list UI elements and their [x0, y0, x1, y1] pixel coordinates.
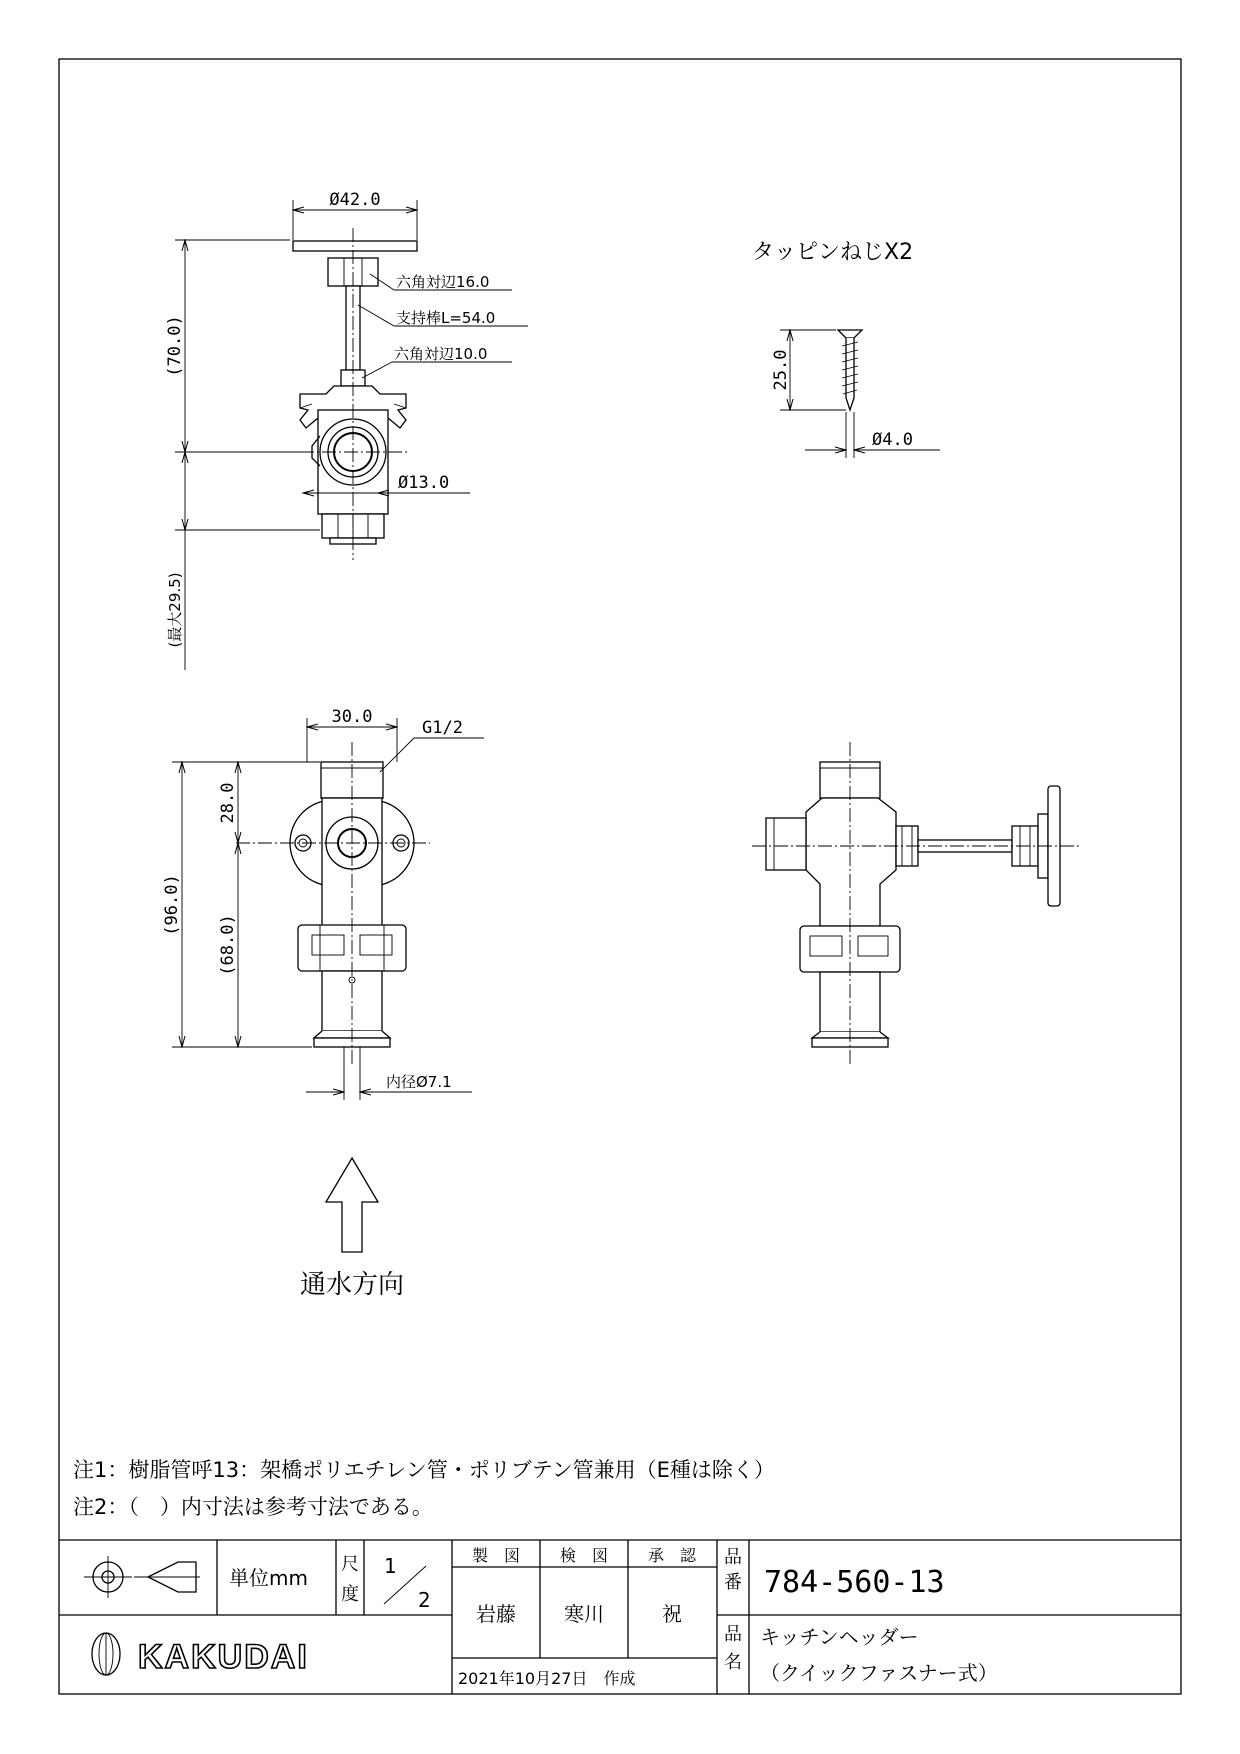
flow-label: 通水方向: [299, 1270, 405, 1300]
col-approved: 承 認: [647, 1546, 697, 1565]
screw-length: 25.0: [771, 349, 791, 391]
side-port: [766, 818, 806, 870]
unit-label: 単位mm: [229, 1566, 308, 1590]
product-name-line1: キッチンヘッダー: [760, 1625, 919, 1649]
third-angle-projection-icon: [84, 1556, 200, 1598]
note-1: 注1：樹脂管呼13：架橋ポリエチレン管・ポリブテン管兼用（E種は除く）: [73, 1458, 775, 1482]
sheet-border: [59, 59, 1181, 1694]
side-body: [806, 798, 896, 926]
col-drawn: 製 図: [471, 1546, 521, 1565]
kakudai-logo-icon: [92, 1633, 120, 1675]
checked-by: 寒川: [564, 1602, 604, 1626]
flow-direction: [300, 1158, 404, 1300]
scale-numerator: 1: [384, 1554, 397, 1578]
side-view: [752, 742, 1080, 1065]
front-view: [162, 707, 484, 1100]
brand-name: KAKUDAI: [138, 1638, 309, 1676]
screw-title: タッピンねじX2: [752, 240, 914, 265]
dim-support-rod: 支持棒L=54.0: [396, 309, 496, 327]
dim-port-dia: Ø13.0: [398, 473, 450, 493]
dim-max-29: (最大29.5): [166, 572, 184, 648]
scale-label-1: 尺: [341, 1554, 359, 1575]
drawn-by: 岩藤: [476, 1602, 516, 1626]
dim-width-30: 30.0: [331, 707, 373, 727]
flow-arrow-icon: [326, 1158, 378, 1252]
col-checked: 検 図: [559, 1546, 609, 1565]
thread-size: G1/2: [422, 718, 463, 738]
drawing-date: 2021年10月27日 作成: [458, 1669, 636, 1688]
name-label-2: 名: [724, 1652, 742, 1673]
scale-denominator: 2: [418, 1588, 431, 1612]
screw-head: [838, 330, 862, 338]
dim-96: (96.0): [162, 874, 182, 936]
dim-plate-dia: Ø42.0: [329, 190, 381, 210]
dim-inner-dia: 内径Ø7.1: [386, 1073, 452, 1091]
part-no-label-1: 品: [724, 1547, 742, 1568]
note-2: 注2：（ ）内寸法は参考寸法である。: [73, 1495, 433, 1519]
product-name-line2: （クイックファスナー式）: [760, 1661, 998, 1685]
name-label-1: 品: [724, 1624, 742, 1645]
dim-height-70: (70.0): [165, 315, 185, 377]
dim-28: 28.0: [218, 782, 238, 824]
screw-dia: Ø4.0: [872, 430, 913, 450]
part-number: 784-560-13: [764, 1565, 945, 1600]
dim-68: (68.0): [218, 914, 238, 976]
scale-label-2: 度: [341, 1584, 359, 1605]
top-view: [165, 190, 528, 670]
dim-hex16: 六角対辺16.0: [396, 273, 490, 291]
part-no-label-2: 番: [724, 1572, 742, 1593]
title-block: [59, 1540, 1181, 1694]
mounting-plate: [293, 241, 417, 251]
tapping-screw: [752, 240, 940, 458]
approved-by: 祝: [662, 1602, 682, 1626]
dim-hex10: 六角対辺10.0: [394, 345, 488, 363]
